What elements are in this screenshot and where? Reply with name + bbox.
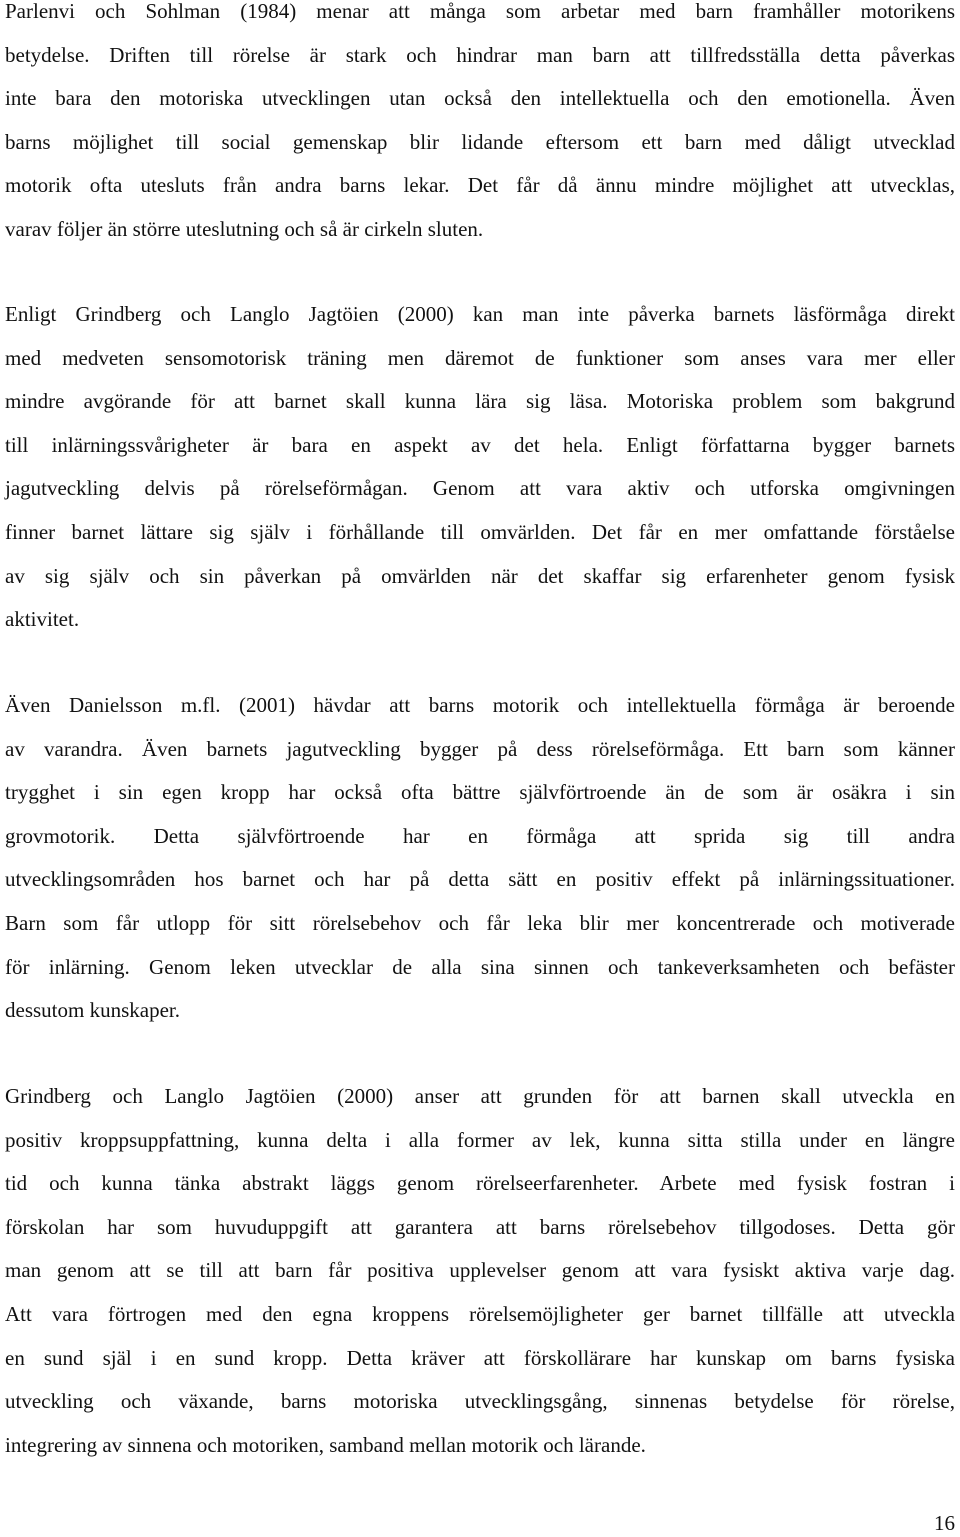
text-line: Att vara förtrogen med den egna kroppens rörelsemöjligheter ger barnet tillfälle att utveckla — [5, 1301, 955, 1326]
text-line: barns möjlighet till social gemenskap blir lidande eftersom ett barn med dåligt utvecklad — [5, 129, 955, 154]
text-line: Grindberg och Langlo Jagtöien (2000) anser att grunden för att barnen skall utveckla en — [5, 1084, 955, 1108]
text-line: Även Danielsson m.fl. (2001) hävdar att barns motorik och intellektuella förmåga är beroende — [5, 693, 955, 717]
paragraph-grindberg-lasformaga — [5, 293, 955, 642]
text-line: av sig själv och sin påverkan på omvärlden när det skaffar sig erfarenheter genom fysisk — [5, 563, 955, 588]
text-line: finner barnet lättare sig själv i förhållande till omvärlden. Det får en mer omfattande förståelse — [5, 519, 955, 544]
paragraph-motorikens-betydelse — [5, 0, 955, 252]
paragraph-grindberg-kroppsuppfattning — [5, 1075, 955, 1467]
text-line: tid och kunna tänka abstrakt läggs genom rörelseerfarenheter. Arbete med fysisk fostran i — [5, 1171, 955, 1196]
text-line: en sund själ i en sund kropp. Detta kräver att förskollärare har kunskap om barns fysiska — [5, 1345, 955, 1370]
text-line: jagutveckling delvis på rörelseförmågan. Genom att vara aktiv och utforska omgivningen — [5, 476, 955, 501]
text-line: av varandra. Även barnets jagutveckling bygger på dess rörelseförmåga. Ett barn som känner — [5, 736, 955, 761]
text-line: med medveten sensomotorisk träning men däremot de funktioner som anses vara mer eller — [5, 345, 955, 370]
text-line: förskolan har som huvuduppgift att garantera att barns rörelsebehov tillgodoses. Detta gör — [5, 1214, 955, 1239]
text-line: mindre avgörande för att barnet skall kunna lära sig läsa. Motoriska problem som bakgrund — [5, 389, 955, 414]
text-line: betydelse. Driften till rörelse är stark och hindrar man barn att tillfredsställa detta påverkas — [5, 42, 955, 67]
text-line: för inlärning. Genom leken utvecklar de alla sina sinnen och tankeverksamheten och befäster — [5, 954, 955, 979]
text-line: utveckling och växande, barns motoriska utvecklingsgång, sinnenas betydelse för rörelse, — [5, 1389, 955, 1414]
text-line: motorik ofta utesluts från andra barns lekar. Det får då ännu mindre möjlighet att utvecklas, — [5, 173, 955, 198]
text-line: grovmotorik. Detta självförtroende har en förmåga att sprida sig till andra — [5, 823, 955, 848]
text-line: inte bara den motoriska utvecklingen utan också den intellektuella och den emotionella. Även — [5, 86, 955, 111]
text-line: positiv kroppsuppfattning, kunna delta i alla former av lek, kunna sitta stilla under en längre — [5, 1127, 955, 1152]
text-line: utvecklingsområden hos barnet och har på detta sätt en positiv effekt på inlärningssituationer. — [5, 867, 955, 892]
text-line: varav följer än större uteslutning och så är cirkeln sluten. — [5, 216, 484, 241]
text-line: Enligt Grindberg och Langlo Jagtöien (2000) kan man inte påverka barnets läsförmåga direkt — [5, 302, 955, 326]
text-line: till inlärningssvårigheter är bara en aspekt av det hela. Enligt författarna bygger barnets — [5, 432, 955, 457]
text-line: integrering av sinnena och motoriken, samband mellan motorik och lärande. — [5, 1432, 646, 1457]
text-line: Parlenvi och Sohlman (1984) menar att många som arbetar med barn framhåller motorikens — [5, 0, 955, 23]
text-line: Barn som får utlopp för sitt rörelsebehov och får leka blir mer koncentrerade och motiverade — [5, 910, 955, 935]
text-line: man genom att se till att barn får positiva upplevelser genom att vara fysiskt aktiva varje dag. — [5, 1258, 955, 1283]
text-line: aktivitet. — [5, 607, 80, 632]
text-line: dessutom kunskaper. — [5, 998, 180, 1023]
paragraph-danielsson — [5, 684, 955, 1033]
text-line: trygghet i sin egen kropp har också ofta bättre självförtroende än de som är osäkra i sin — [5, 780, 955, 805]
page-number: 16 — [934, 1511, 955, 1535]
